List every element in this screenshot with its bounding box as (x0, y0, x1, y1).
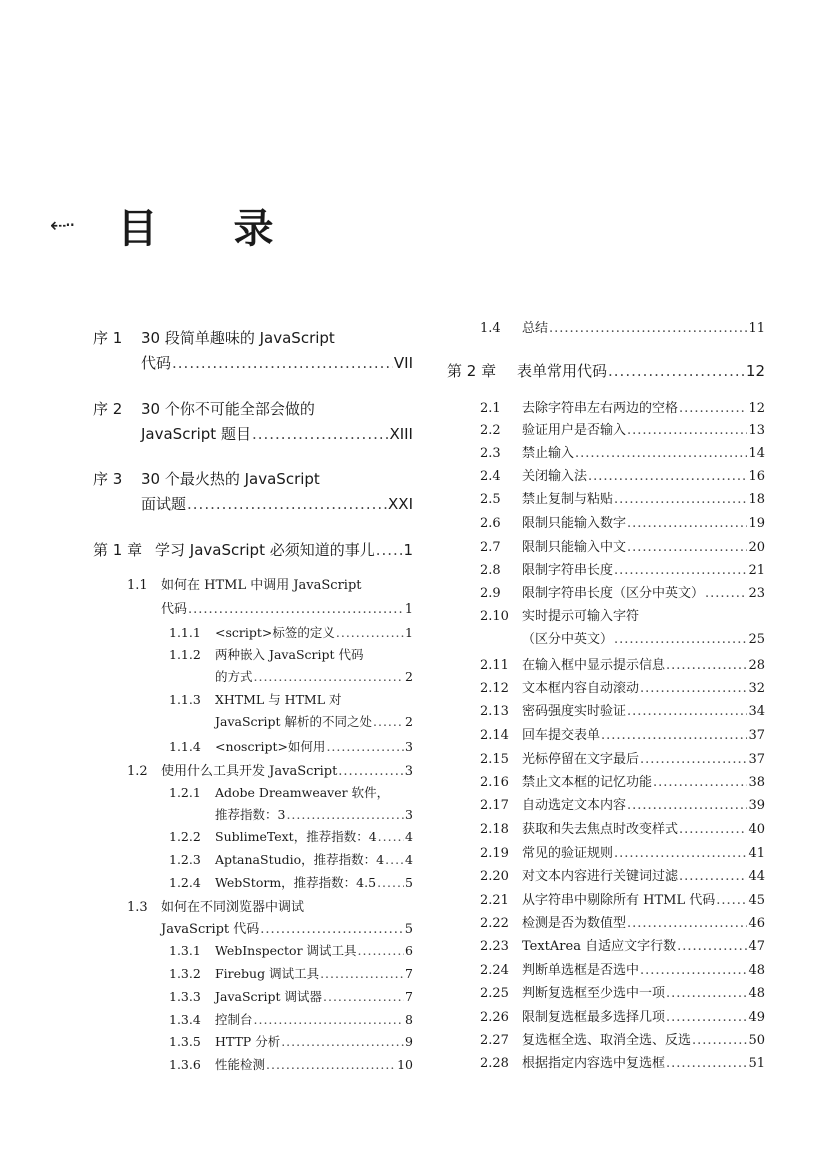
toc-page-number: 47 (748, 939, 765, 954)
toc-entry-number: 2.20 (480, 869, 509, 884)
toc-entry-number: 1.3 (127, 900, 148, 915)
toc-entry-title: HTTP 分析 (215, 1034, 281, 1049)
dot-leader (679, 822, 747, 837)
toc-entry-title: 30 段简单趣味的 JavaScript (141, 329, 335, 347)
dot-leader (716, 893, 747, 908)
toc-page-number: VII (393, 354, 413, 372)
toc-entry-number: 2.16 (480, 775, 509, 790)
toc-entry-row (480, 512, 765, 531)
toc-entry-number: 2.26 (480, 1010, 509, 1025)
toc-entry-title: 限制只能输入中文 (522, 540, 627, 555)
toc-entry-title: 30 个你不可能全部会做的 (141, 400, 315, 418)
toc-entry-title: 的方式 (215, 669, 253, 684)
toc-entry-number: 1.2.2 (169, 829, 201, 844)
toc-entry-row (169, 667, 413, 685)
toc-page-number: 2 (405, 669, 413, 684)
toc-entry-row (169, 873, 413, 891)
dot-leader (666, 658, 747, 673)
dot-leader (281, 1034, 404, 1049)
toc-entry-title: 检测是否为数值型 (522, 916, 627, 931)
toc-entry-number: 1.1.3 (169, 692, 201, 707)
toc-entry-number: 2.5 (480, 492, 501, 507)
toc-entry-number: 第 2 章 (447, 362, 497, 380)
toc-page-number: 32 (748, 681, 765, 696)
dot-leader (627, 516, 747, 531)
toc-entry-title: 实时提示可输入字符 (522, 609, 640, 624)
toc-entry-row (127, 896, 413, 915)
toc-entry-row (480, 536, 765, 555)
toc-page-number: 49 (748, 1010, 765, 1025)
toc-entry-title: WebStorm，推荐指数：4.5 (215, 875, 377, 890)
toc-entry-number: 2.3 (480, 446, 501, 461)
toc-entry-title: 限制字符串长度（区分中英文） (522, 586, 705, 601)
toc-entry-title: 在输入框中显示提示信息 (522, 658, 666, 673)
toc-entry-number: 2.12 (480, 681, 509, 696)
dot-leader (666, 986, 747, 1001)
toc-entry-row (480, 889, 765, 908)
page-title: 目录 (117, 205, 350, 252)
toc-entry-row (169, 941, 413, 959)
toc-entry-title: 复选框全选、取消全选、反选 (522, 1033, 692, 1048)
toc-entry-title: JavaScript 解析的不同之处 (215, 714, 373, 729)
toc-entry-number: 1.3.5 (169, 1034, 201, 1049)
toc-page-number: 38 (748, 775, 765, 790)
toc-entry-title: 判断单选框是否选中 (522, 963, 640, 978)
toc-entry-title: WebInspector 调试工具 (215, 943, 357, 958)
toc-page-number: 34 (748, 704, 765, 719)
toc-entry-title: 根据指定内容选中复选框 (522, 1056, 666, 1071)
toc-page-number: 16 (748, 469, 765, 484)
toc-entry-title: JavaScript 代码 (161, 922, 260, 937)
toc-entry-number: 2.4 (480, 469, 501, 484)
toc-entry-title: 限制复选框最多选择几项 (522, 1010, 666, 1025)
toc-entry-number: 1.4 (480, 321, 501, 336)
toc-entry-number: 第 1 章 (93, 541, 143, 559)
dot-leader (338, 764, 403, 779)
toc-entry-row (169, 1010, 413, 1028)
toc-entry-number: 2.10 (480, 609, 509, 624)
toc-entry-number: 2.13 (480, 704, 509, 719)
toc-entry-row (93, 327, 413, 348)
toc-entry-row (169, 964, 413, 982)
toc-entry-title: 去除字符串左右两边的空格 (522, 401, 679, 416)
toc-entry-row (480, 865, 765, 884)
toc-entry-number: 2.24 (480, 963, 509, 978)
toc-page-number: 4 (405, 852, 413, 867)
toc-entry-title: 限制字符串长度 (522, 563, 614, 578)
toc-page-number: 40 (748, 822, 765, 837)
dot-leader (373, 714, 404, 729)
toc-entry-title: 获取和失去焦点时改变样式 (522, 822, 679, 837)
toc-entry-title: 性能检测 (215, 1057, 266, 1072)
dot-leader (254, 669, 405, 684)
toc-entry-number: 1.2.4 (169, 875, 201, 890)
toc-page-number: 46 (748, 916, 765, 931)
toc-entry-row (480, 559, 765, 578)
toc-entry-row (480, 605, 765, 624)
toc-entry-number: 2.28 (480, 1056, 509, 1071)
toc-entry-row (480, 465, 765, 484)
toc-entry-title: 验证用户是否输入 (522, 423, 627, 438)
toc-entry-title: 禁止输入 (522, 446, 575, 461)
toc-entry-title: 限制只能输入数字 (522, 516, 627, 531)
toc-page-number: 41 (748, 846, 765, 861)
toc-entry-title: 常见的验证规则 (522, 846, 614, 861)
toc-entry-row (169, 1032, 413, 1050)
toc-entry-number: 1.2.1 (169, 785, 201, 800)
toc-page-number: 4 (405, 829, 413, 844)
toc-entry-title: 禁止复制与粘贴 (522, 492, 614, 507)
toc-entry-title: 30 个最火热的 JavaScript (141, 470, 320, 488)
toc-entry-number: 2.9 (480, 586, 501, 601)
toc-page-number: 1 (404, 602, 413, 617)
toc-entry-row (169, 645, 413, 663)
toc-entry-number: 序 3 (93, 470, 123, 488)
dot-leader (640, 752, 747, 767)
toc-entry-title: JavaScript 调试器 (215, 989, 323, 1004)
toc-entry-row (480, 771, 765, 790)
toc-page-number: 11 (748, 321, 765, 336)
toc-page-number: 51 (748, 1056, 765, 1071)
toc-entry-title: 文本框内容自动滚动 (522, 681, 640, 696)
toc-entry-number: 2.18 (480, 822, 509, 837)
dot-leader (640, 681, 747, 696)
toc-page-number: 44 (748, 869, 765, 884)
toc-entry-row (169, 623, 413, 641)
toc-entry-number: 1.3.2 (169, 966, 201, 981)
dot-leader (376, 541, 403, 559)
toc-entry-title: （区分中英文） (522, 632, 614, 647)
toc-page-number: 1 (405, 625, 413, 640)
toc-page-number: 19 (748, 516, 765, 531)
dot-leader (588, 469, 747, 484)
toc-entry-title: TextArea 自适应文字行数 (522, 939, 677, 954)
toc-entry-number: 1.1 (127, 578, 148, 593)
dot-leader (378, 829, 404, 844)
toc-entry-number: 1.3.1 (169, 943, 201, 958)
toc-entry-number: 2.19 (480, 846, 509, 861)
arrow-left-icon: ⇠·· (50, 213, 74, 237)
toc-entry-number: 2.2 (480, 423, 501, 438)
dot-leader (614, 632, 747, 647)
toc-entry-row (480, 582, 765, 601)
dot-leader (252, 425, 388, 443)
toc-entry-number: 序 1 (93, 329, 123, 347)
dot-leader (614, 492, 747, 507)
toc-entry-row (93, 493, 413, 514)
dot-leader (679, 869, 747, 884)
toc-page-number: 23 (748, 586, 765, 601)
toc-page-number: 9 (405, 1034, 413, 1049)
dot-leader (326, 739, 404, 754)
toc-entry-number: 2.25 (480, 986, 509, 1001)
toc-entry-title: 推荐指数：3 (215, 807, 286, 822)
toc-entry-title: 面试题 (141, 495, 187, 513)
toc-entry-row (480, 935, 765, 954)
toc-page-number: 14 (748, 446, 765, 461)
toc-page-number: 12 (748, 401, 765, 416)
dot-leader (627, 423, 747, 438)
toc-entry-row (93, 352, 413, 373)
toc-entry-row (169, 783, 413, 801)
toc-entry-title: 光标停留在文字最后 (522, 752, 640, 767)
toc-entry-row (93, 398, 413, 419)
toc-entry-row (169, 850, 413, 868)
dot-leader (320, 966, 404, 981)
toc-page-number: 3 (404, 764, 413, 779)
toc-page-number: 7 (405, 989, 413, 1004)
toc-page-number: 28 (748, 658, 765, 673)
toc-entry-row (480, 654, 765, 673)
toc-entry-number: 2.21 (480, 893, 509, 908)
dot-leader (666, 1010, 747, 1025)
dot-leader (188, 602, 404, 617)
toc-entry-row (480, 748, 765, 767)
toc-page-number: 45 (748, 893, 765, 908)
dot-leader (266, 1057, 396, 1072)
toc-entry-number: 2.8 (480, 563, 501, 578)
toc-entry-row (480, 1029, 765, 1048)
toc-entry-number: 序 2 (93, 400, 123, 418)
toc-entry-title: SublimeText，推荐指数：4 (215, 829, 377, 844)
toc-page-number: 10 (397, 1057, 413, 1072)
toc-page-number: 2 (405, 714, 413, 729)
dot-leader (705, 586, 747, 601)
dot-leader (549, 321, 747, 336)
toc-entry-row (169, 987, 413, 1005)
toc-entry-row (480, 724, 765, 743)
toc-entry-number: 2.7 (480, 540, 501, 555)
dot-leader (358, 943, 405, 958)
toc-page-number: 37 (748, 752, 765, 767)
toc-entry-title: Firebug 调试工具 (215, 966, 320, 981)
toc-entry-row (480, 700, 765, 719)
dot-leader (677, 939, 747, 954)
dot-leader (385, 852, 404, 867)
toc-entry-row (169, 737, 413, 755)
toc-page-number: 20 (748, 540, 765, 555)
toc-entry-title: 对文本内容进行关键词过滤 (522, 869, 679, 884)
toc-entry-number: 2.27 (480, 1033, 509, 1048)
toc-page-number: 3 (405, 739, 413, 754)
toc-entry-title: 判断复选框至少选中一项 (522, 986, 666, 1001)
toc-entry-title: 禁止文本框的记忆功能 (522, 775, 653, 790)
toc-entry-row (480, 1006, 765, 1025)
toc-entry-title: 代码 (141, 354, 172, 372)
toc-chapter-row (93, 539, 413, 560)
toc-entry-number: 1.3.6 (169, 1057, 201, 1072)
toc-entry-row (169, 690, 413, 708)
toc-entry-row (480, 419, 765, 438)
toc-entry-title: 自动选定文本内容 (522, 798, 627, 813)
toc-entry-number: 1.3.4 (169, 1012, 201, 1027)
toc-entry-row (480, 842, 765, 861)
toc-entry-title: 表单常用代码 (517, 362, 608, 380)
dot-leader (666, 1056, 747, 1071)
toc-entry-title: AptanaStudio，推荐指数：4 (215, 852, 385, 867)
toc-entry-row (480, 818, 765, 837)
dot-leader (377, 875, 404, 890)
dot-leader (627, 798, 747, 813)
dot-leader (627, 916, 747, 931)
toc-entry-title: 学习 JavaScript 必须知道的事儿 (155, 541, 375, 559)
dot-leader (575, 446, 747, 461)
dot-leader (286, 807, 404, 822)
toc-entry-row (169, 827, 413, 845)
dot-leader (640, 963, 747, 978)
toc-entry-row (127, 574, 413, 593)
dot-leader (336, 625, 404, 640)
toc-page-number: XIII (389, 425, 413, 443)
toc-entry-title: 关闭输入法 (522, 469, 588, 484)
toc-entry-number: 2.23 (480, 939, 509, 954)
toc-page-number: 3 (405, 807, 413, 822)
toc-page-number: 1 (403, 541, 413, 559)
toc-entry-number: 2.1 (480, 401, 501, 416)
toc-entry-row (127, 918, 413, 937)
dot-leader (323, 989, 404, 1004)
toc-entry-row (480, 442, 765, 461)
toc-entry-number: 2.15 (480, 752, 509, 767)
toc-entry-title: Adobe Dreamweaver 软件， (215, 785, 390, 800)
toc-page-number: 7 (405, 966, 413, 981)
toc-entry-row (127, 598, 413, 617)
dot-leader (614, 846, 747, 861)
toc-page-number: 5 (405, 875, 413, 890)
toc-entry-title: 使用什么工具开发 JavaScript (161, 764, 338, 779)
toc-entry-number: 2.22 (480, 916, 509, 931)
dot-leader (172, 354, 393, 372)
toc-entry-number: 1.1.1 (169, 625, 201, 640)
toc-page-number: 12 (745, 362, 765, 380)
toc-entry-row (480, 397, 765, 416)
dot-leader (653, 775, 747, 790)
toc-entry-title: JavaScript 题目 (141, 425, 251, 443)
dot-leader (627, 540, 747, 555)
toc-page-number: 8 (405, 1012, 413, 1027)
toc-entry-row (480, 628, 765, 647)
toc-entry-title: <noscript>如何用 (215, 739, 326, 754)
dot-leader (692, 1033, 747, 1048)
toc-entry-row (480, 982, 765, 1001)
toc-entry-row (127, 760, 413, 779)
dot-leader (627, 704, 747, 719)
toc-entry-title: 两种嵌入 JavaScript 代码 (215, 647, 364, 662)
toc-entry-number: 1.1.4 (169, 739, 201, 754)
toc-entry-row (480, 959, 765, 978)
dot-leader (608, 362, 745, 380)
toc-page-number: 18 (748, 492, 765, 507)
toc-entry-number: 1.2 (127, 764, 148, 779)
toc-entry-title: 回车提交表单 (522, 728, 601, 743)
toc-page-number: 39 (748, 798, 765, 813)
toc-entry-title: <script>标签的定义 (215, 625, 335, 640)
toc-entry-number: 1.1.2 (169, 647, 201, 662)
toc-entry-title: 控制台 (215, 1012, 253, 1027)
toc-page-number: 21 (748, 563, 765, 578)
toc-entry-row (480, 912, 765, 931)
toc-entry-number: 1.3.3 (169, 989, 201, 1004)
toc-entry-row (169, 805, 413, 823)
toc-page-number: 37 (748, 728, 765, 743)
toc-page-number: XXI (388, 495, 413, 513)
toc-entry-row (480, 677, 765, 696)
toc-page-number: 48 (748, 963, 765, 978)
toc-entry-row (93, 468, 413, 489)
dot-leader (601, 728, 747, 743)
dot-leader (187, 495, 387, 513)
toc-chapter-row (447, 360, 765, 381)
toc-entry-number: 2.17 (480, 798, 509, 813)
toc-page-number: 50 (748, 1033, 765, 1048)
toc-page-number: 6 (405, 943, 413, 958)
toc-entry-title: 代码 (161, 602, 188, 617)
toc-entry-title: 如何在不同浏览器中调试 (161, 900, 305, 915)
toc-entry-row (480, 794, 765, 813)
toc-entry-row (480, 488, 765, 507)
dot-leader (260, 922, 403, 937)
toc-entry-row (480, 317, 765, 336)
toc-entry-title: 总结 (522, 321, 549, 336)
toc-entry-row (93, 423, 413, 444)
toc-entry-title: 密码强度实时验证 (522, 704, 627, 719)
toc-entry-number: 1.2.3 (169, 852, 201, 867)
toc-page-number: 5 (404, 922, 413, 937)
toc-entry-number: 2.14 (480, 728, 509, 743)
toc-heading (50, 200, 349, 250)
toc-entry-row (169, 1055, 413, 1073)
dot-leader (679, 401, 747, 416)
toc-entry-title: 从字符串中剔除所有 HTML 代码 (522, 893, 716, 908)
toc-entry-title: 如何在 HTML 中调用 JavaScript (161, 578, 362, 593)
toc-page-number: 25 (748, 632, 765, 647)
toc-entry-number: 2.11 (480, 658, 509, 673)
dot-leader (614, 563, 747, 578)
toc-entry-row (480, 1052, 765, 1071)
toc-entry-number: 2.6 (480, 516, 501, 531)
dot-leader (254, 1012, 405, 1027)
toc-entry-row (169, 712, 413, 730)
toc-entry-title: XHTML 与 HTML 对 (215, 692, 342, 707)
toc-page-number: 13 (748, 423, 765, 438)
toc-page-number: 48 (748, 986, 765, 1001)
